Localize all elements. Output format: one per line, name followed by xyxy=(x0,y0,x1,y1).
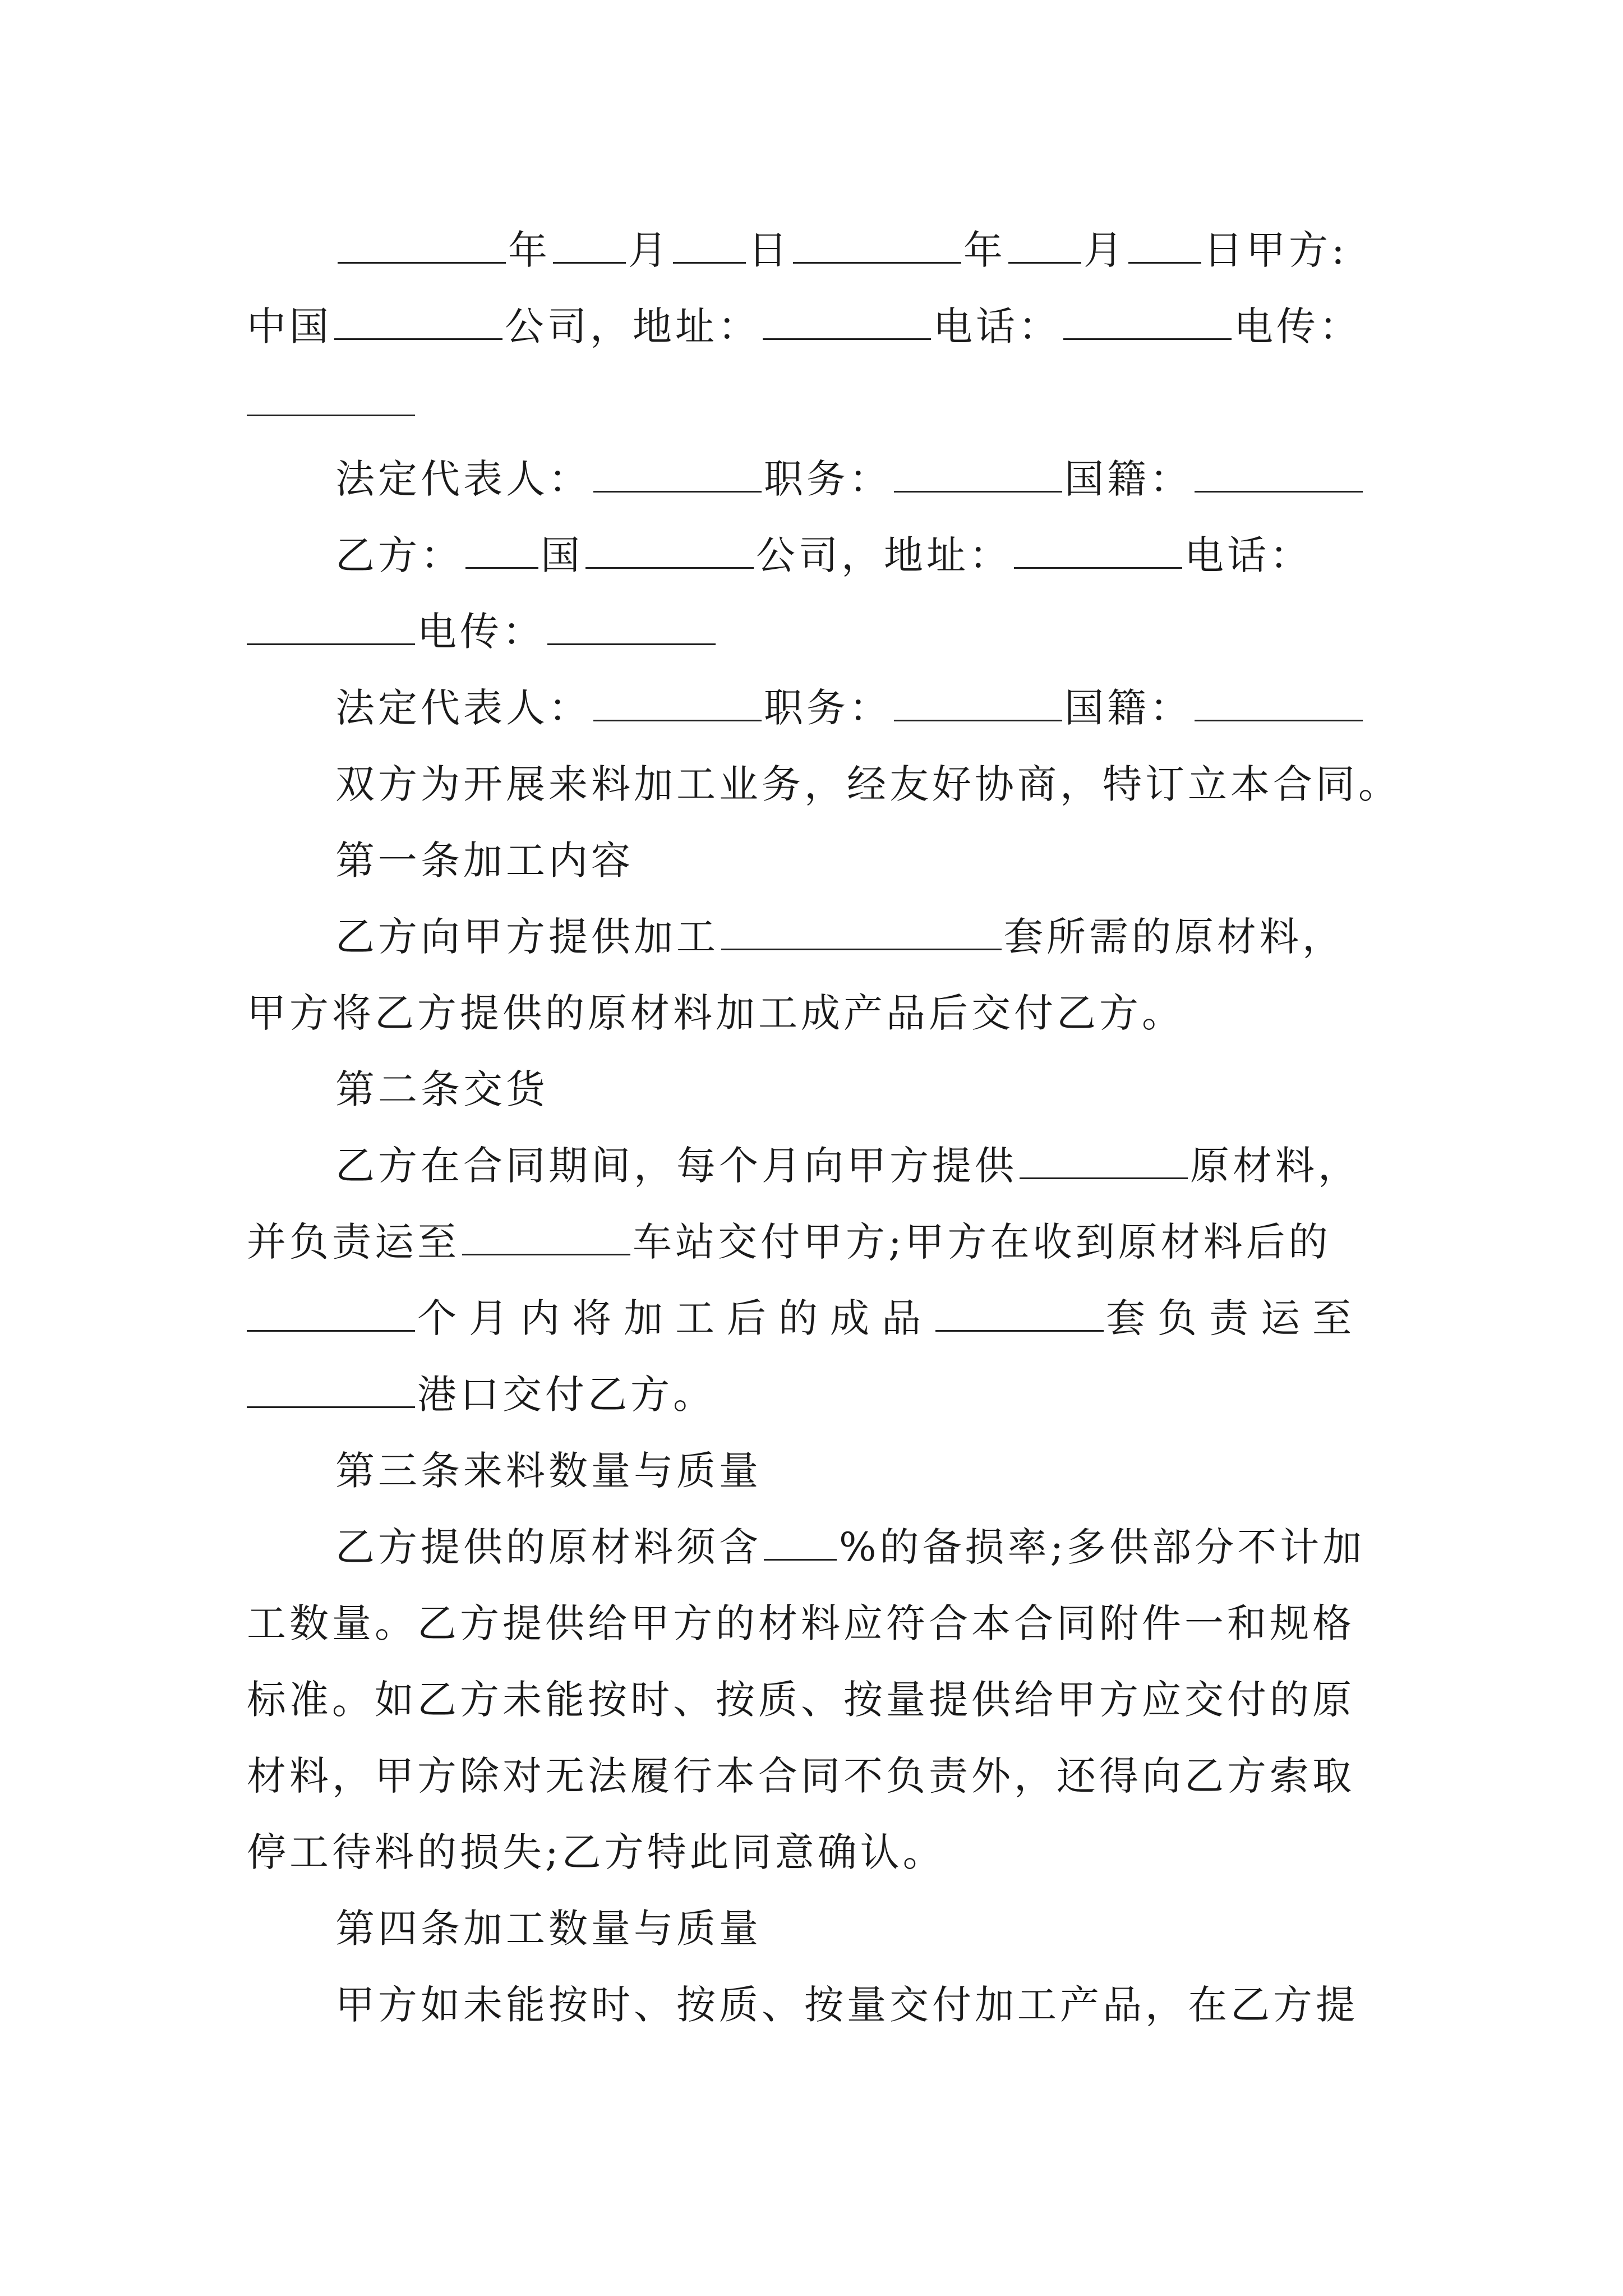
text: 原材料， xyxy=(1190,1143,1361,1189)
text-year: 年 xyxy=(508,227,551,273)
blank-field xyxy=(1195,456,1363,493)
party-a-line xyxy=(247,288,1391,365)
intro-paragraph: 双方为开展来料加工业务，经友好协商，特订立本合同。 xyxy=(335,761,1401,807)
blank-field xyxy=(247,609,415,645)
text-day: 日 xyxy=(748,227,791,273)
article-3-line-4: 材料，甲方除对无法履行本合同不负责外，还得向乙方索取 xyxy=(247,1753,1355,1799)
article-3-line-2: 工数量。乙方提供给甲方的材料应符合本合同附件一和规格 xyxy=(247,1600,1355,1646)
party-a-rep-line xyxy=(247,441,1391,517)
blank-field xyxy=(338,227,506,264)
blank-field xyxy=(247,1372,415,1408)
blank-field xyxy=(1195,685,1363,721)
text-country: 国 xyxy=(541,532,583,578)
text: 乙方提供的原材料须含 xyxy=(335,1524,762,1570)
blank-field xyxy=(894,685,1062,721)
text-position: 职务： xyxy=(764,456,892,502)
text: 个月内将加工后的成品 xyxy=(417,1295,933,1341)
blank-field xyxy=(462,1219,630,1255)
blank-field xyxy=(793,227,961,264)
blank-field xyxy=(593,685,762,721)
article-2-line-1 xyxy=(247,1128,1391,1204)
article-2-line-3 xyxy=(247,1280,1391,1356)
article-3-title: 第三条来料数量与质量 xyxy=(335,1448,762,1494)
text-company-address: 公司，地址： xyxy=(756,532,1012,578)
text-month: 月 xyxy=(628,227,671,273)
date-line xyxy=(247,212,1391,288)
text-nationality: 国籍： xyxy=(1064,685,1192,731)
text-nationality: 国籍： xyxy=(1064,456,1192,502)
text-company-address: 公司，地址： xyxy=(505,303,760,349)
article-1-title: 第一条加工内容 xyxy=(335,838,634,884)
blank-field xyxy=(673,227,746,264)
blank-field xyxy=(1020,1143,1188,1179)
blank-field xyxy=(585,532,754,569)
text-phone: 电话： xyxy=(1184,532,1312,578)
text: 套所需的原材料， xyxy=(1004,914,1345,960)
text-fax: 电传： xyxy=(1234,303,1362,349)
blank-field xyxy=(763,303,931,340)
text-day-party-a: 日甲方: xyxy=(1204,227,1348,273)
party-b-fax-line xyxy=(247,593,1391,670)
article-3-line-3: 标准。如乙方未能按时、按质、按量提供给甲方应交付的原 xyxy=(247,1677,1355,1723)
blank-field xyxy=(721,914,1002,950)
blank-field xyxy=(1008,227,1081,264)
article-4-title: 第四条加工数量与质量 xyxy=(335,1906,762,1952)
text-china: 中国 xyxy=(247,303,332,349)
party-a-fax-line xyxy=(247,365,1391,441)
text-fax: 电传： xyxy=(417,609,545,655)
text-legal-rep: 法定代表人： xyxy=(335,456,591,502)
text: 套负责运至 xyxy=(1106,1295,1364,1341)
blank-field xyxy=(465,532,538,569)
blank-field xyxy=(593,456,762,493)
text: 港口交付乙方。 xyxy=(417,1372,716,1418)
text-party-b: 乙方： xyxy=(335,532,463,578)
blank-field xyxy=(334,303,502,340)
blank-field xyxy=(894,456,1062,493)
blank-field xyxy=(547,609,716,645)
article-4-line-1: 甲方如未能按时、按质、按量交付加工产品，在乙方提 xyxy=(335,1982,1358,2028)
blank-field xyxy=(764,1524,837,1561)
text: %的备损率;多供部分不计加 xyxy=(839,1524,1366,1570)
article-1-line-1 xyxy=(247,899,1391,975)
article-2-line-2 xyxy=(247,1204,1391,1280)
contract-page xyxy=(247,212,1401,2043)
text-position: 职务： xyxy=(764,685,892,731)
article-3-line-1 xyxy=(247,1509,1391,1585)
blank-field xyxy=(935,1295,1104,1332)
text-phone: 电话： xyxy=(933,303,1061,349)
text-month: 月 xyxy=(1083,227,1126,273)
party-b-rep-line xyxy=(247,670,1391,746)
text-legal-rep: 法定代表人： xyxy=(335,685,591,731)
article-2-line-4 xyxy=(247,1356,1391,1433)
blank-field xyxy=(1014,532,1182,569)
blank-field xyxy=(247,1295,415,1332)
blank-field xyxy=(553,227,626,264)
text: 并负责运至 xyxy=(247,1219,460,1265)
blank-field xyxy=(247,380,415,416)
text-year: 年 xyxy=(963,227,1006,273)
text: 车站交付甲方;甲方在收到原材料后的 xyxy=(633,1219,1331,1265)
text: 乙方向甲方提供加工 xyxy=(335,914,719,960)
article-1-line-2: 甲方将乙方提供的原材料加工成产品后交付乙方。 xyxy=(247,990,1184,1036)
text: 乙方在合同期间，每个月向甲方提供 xyxy=(335,1143,1017,1189)
blank-field xyxy=(1128,227,1201,264)
article-2-title: 第二条交货 xyxy=(335,1066,548,1112)
blank-field xyxy=(1063,303,1232,340)
article-3-line-5: 停工待料的损失;乙方特此同意确认。 xyxy=(247,1829,946,1875)
party-b-line xyxy=(247,517,1391,593)
